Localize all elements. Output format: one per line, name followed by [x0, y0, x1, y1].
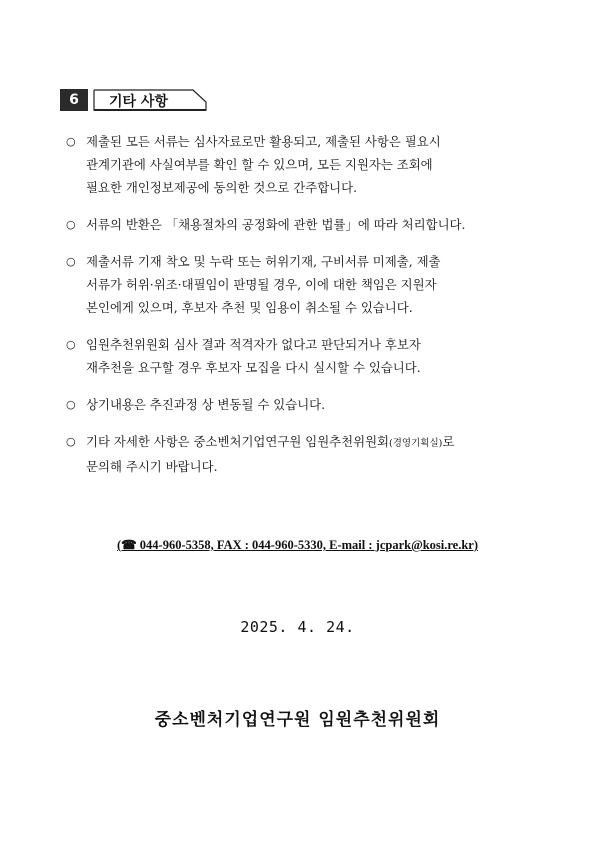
section-number: 6	[60, 89, 88, 111]
list-item	[64, 250, 544, 319]
section-header	[60, 88, 207, 112]
section-title-box	[93, 89, 207, 111]
item-line-main: 기타 자세한 사항은 중소벤처기업연구원 임원추천위원회	[86, 434, 390, 449]
bullet-icon: ○	[66, 435, 76, 448]
item-line: 재추천을 요구할 경우 후보자 모집을 다시 실시할 수 있습니다.	[86, 360, 421, 375]
item-line: 본인에게 있으며, 후보자 추천 및 임용이 취소될 수 있습니다.	[86, 300, 413, 315]
announcement-date: 2025. 4. 24.	[240, 618, 355, 636]
item-line: 문의해 주시기 바랍니다.	[86, 459, 218, 474]
list-item	[64, 333, 544, 379]
item-line: 임원추천위원회 심사 결과 적격자가 없다고 판단되거나 후보자	[86, 337, 421, 352]
notice-list	[64, 130, 544, 492]
list-item	[64, 393, 544, 416]
list-item	[64, 430, 544, 478]
item-line: 서류의 반환은 「채용절차의 공정화에 관한 법률」에 따라 처리합니다.	[86, 217, 466, 232]
item-line-small: (경영기획실)	[389, 438, 443, 449]
list-item	[64, 130, 544, 199]
item-line-end: 로	[442, 434, 455, 449]
list-item	[64, 213, 544, 236]
contact-info: (☎ 044-960-5358, FAX : 044-960-5330, E-mail : jcpark@kosi.re.kr)	[116, 538, 479, 552]
bullet-icon: ○	[66, 398, 76, 411]
item-line: 관계기관에 사실여부를 확인 할 수 있으며, 모든 지원자는 조회에	[86, 157, 433, 172]
section-title: 기타 사항	[109, 94, 168, 110]
bullet-icon: ○	[66, 338, 76, 351]
bullet-icon: ○	[66, 218, 76, 231]
item-line	[86, 430, 544, 455]
item-line: 상기내용은 추진과정 상 변동될 수 있습니다.	[86, 397, 326, 412]
organization-name: 중소벤처기업연구원 임원추천위원회	[154, 710, 441, 730]
item-line: 제출된 모든 서류는 심사자료로만 활용되고, 제출된 사항은 필요시	[86, 134, 441, 149]
bullet-icon: ○	[66, 135, 76, 148]
item-line: 제출서류 기재 착오 및 누락 또는 허위기재, 구비서류 미제출, 제출	[86, 254, 441, 269]
bullet-icon: ○	[66, 255, 76, 268]
item-line: 필요한 개인정보제공에 동의한 것으로 간주합니다.	[86, 180, 358, 195]
item-line: 서류가 허위·위조·대필임이 판명될 경우, 이에 대한 책임은 지원자	[86, 277, 437, 292]
